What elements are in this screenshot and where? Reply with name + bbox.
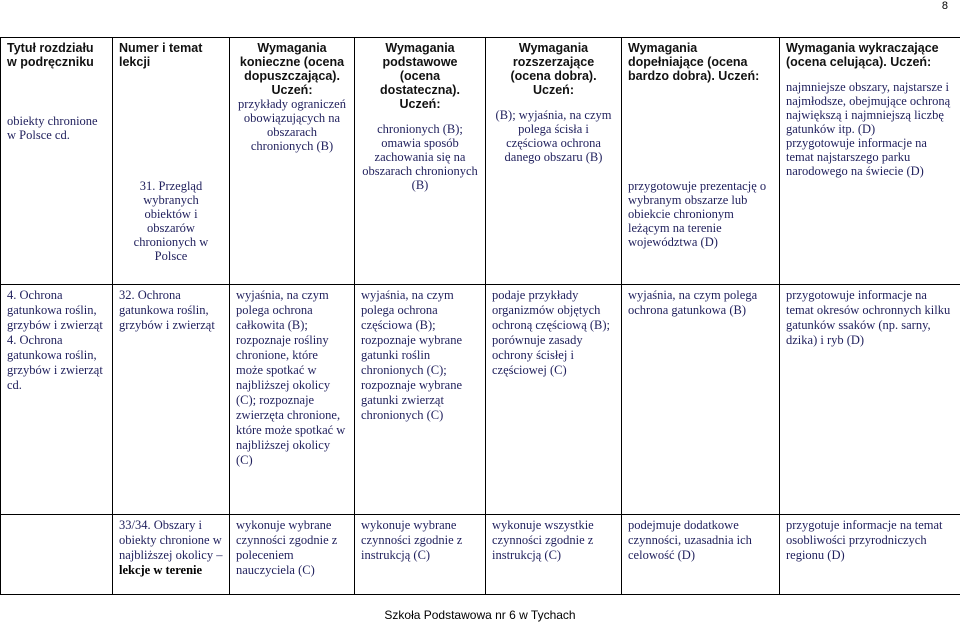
requirements-table	[0, 37, 960, 595]
requirement-cell: przygotuje informacje na temat osobliwości przyrodniczych regionu (D)	[780, 515, 960, 595]
header-lesson-label: Numer i temat lekcji	[119, 41, 203, 69]
header-lesson	[113, 38, 230, 285]
lesson-text: 33/34. Obszary i obiekty chronione w najbliższej okolicy –	[119, 518, 223, 562]
header-basic-sub: Uczeń:	[399, 97, 441, 111]
requirement-cell: podejmuje dodatkowe czynności, uzasadnia ich celowość (D)	[622, 515, 780, 595]
lesson-cell: 32. Ochrona gatunkowa roślin, grzybów i zwierząt	[113, 285, 230, 515]
requirement-cell: przykłady ograniczeń obowiązujących na obszarach chronionych (B)	[238, 97, 346, 153]
requirement-cell: (B); wyjaśnia, na czym polega ścisła i częściowa ochrona danego obszaru (B)	[495, 108, 612, 164]
requirement-cell: podaje przykłady organizmów objętych ochroną częściową (B); porównuje zasady ochrony ścisłej i częściowej (C)	[486, 285, 622, 515]
requirement-cell: wykonuje wszystkie czynności zgodnie z instrukcją (C)	[486, 515, 622, 595]
header-required	[230, 38, 355, 285]
header-extended	[486, 38, 622, 285]
header-complementary-title: Wymagania dopełniające (ocena bardzo dobra).	[628, 41, 748, 83]
requirement-cell: przygotowuje informacje na temat okresów ochronnych kilku gatunków ssaków (np. sarny, dzika) i ryb (D)	[780, 285, 960, 515]
chapter-cell: obiekty chronione w Polsce cd.	[7, 114, 98, 142]
chapter-cell	[1, 515, 113, 595]
header-chapter-label: Tytuł rozdziału w podręczniku	[7, 41, 94, 69]
chapter-cell: 4. Ochrona gatunkowa roślin, grzybów i zwierząt 4. Ochrona gatunkowa roślin, grzybów i zwierząt cd.	[1, 285, 113, 515]
table-row	[1, 285, 960, 515]
requirement-cell: wyjaśnia, na czym polega ochrona całkowita (B); rozpoznaje rośliny chronione, które może spotkać w najbliższej okolicy (C); rozpoznaje zwierzęta chronione, które może spotkać w najbliższej okolicy (C)	[230, 285, 355, 515]
table-row	[1, 515, 960, 595]
header-complementary	[622, 38, 780, 285]
header-required-title: Wymagania konieczne (ocena dopuszczająca).	[239, 41, 345, 83]
header-beyond	[780, 38, 960, 285]
requirement-cell: wyjaśnia, na czym polega ochrona częściowa (B); rozpoznaje wybrane gatunki roślin chronionych (C); rozpoznaje wybrane gatunki zwierząt chronionych (C)	[355, 285, 486, 515]
header-basic	[355, 38, 486, 285]
requirement-cell: najmniejsze obszary, najstarsze i najmłodsze, obejmujące ochroną największą i najmniejszą liczbę gatunków itp. (D)	[786, 80, 951, 136]
header-extended-sub: Uczeń:	[533, 83, 574, 97]
requirement-cell: przygotowuje informacje na temat najstarszego parku narodowego na świecie (D)	[786, 136, 927, 178]
lesson-field-trip: lekcje w terenie	[119, 563, 203, 577]
requirement-cell: wykonuje wybrane czynności zgodnie z poleceniem nauczyciela (C)	[230, 515, 355, 595]
footer-school-name: Szkoła Podstawowa nr 6 w Tychach	[384, 608, 576, 622]
requirement-cell: chronionych (B); omawia sposób zachowania się na obszarach chronionych (B)	[362, 122, 478, 192]
requirement-cell: wyjaśnia, na czym polega ochrona gatunkowa (B)	[622, 285, 780, 515]
requirement-cell: przygotowuje prezentację o wybranym obszarze lub obiekcie chronionym leżącym na terenie województwa (D)	[628, 179, 767, 249]
header-chapter	[1, 38, 113, 285]
lesson-cell: 31. Przegląd wybranych obiektów i obszarów chronionych w Polsce	[133, 179, 209, 263]
header-required-sub: Uczeń:	[271, 83, 313, 97]
lesson-cell	[113, 515, 230, 595]
requirement-cell: wykonuje wybrane czynności zgodnie z instrukcją (C)	[355, 515, 486, 595]
header-extended-title: Wymagania rozszerzające (ocena dobra).	[510, 41, 597, 83]
header-beyond-title: Wymagania wykraczające (ocena celująca).	[786, 41, 939, 69]
table-row	[1, 38, 960, 285]
page-number: 8	[941, 0, 948, 12]
header-beyond-sub: Uczeń:	[890, 55, 932, 69]
header-complementary-sub: Uczeń:	[718, 69, 760, 83]
header-basic-title: Wymagania podstawowe (ocena dostateczna).	[380, 41, 460, 97]
